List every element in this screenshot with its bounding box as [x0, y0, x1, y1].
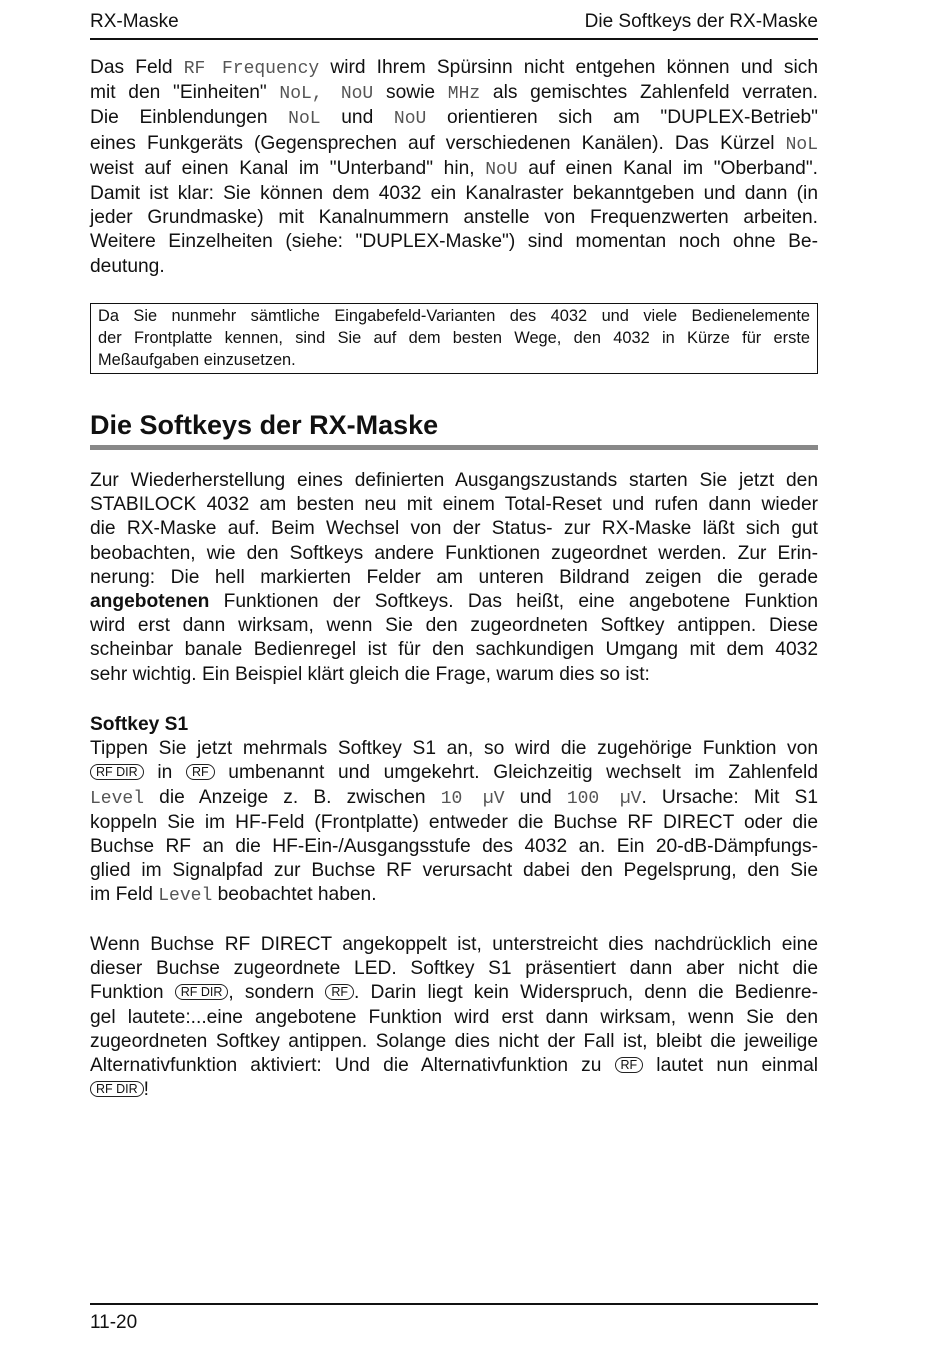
text-line: scheinbar banale Bedienregel ist für den sachkundigen Umgang mit dem 4032 [90, 639, 818, 661]
text-line: beobachten, wie den Softkeys andere Funktionen zugeordnet werden. Zur Erin- [90, 542, 818, 564]
text-line: angebotenen Funktionen der Softkeys. Das heißt, eine angebotene Funktion [90, 591, 818, 613]
text-line: Damit ist klar: Sie können dem 4032 ein Kanalraster bekanntgeben und dann (in [90, 183, 818, 205]
text-line: Das Feld RF Frequency wird Ihrem Spürsinn nicht entgehen können und sich [90, 57, 819, 79]
page-header [90, 10, 818, 40]
paragraph-softkey-s1 [90, 713, 818, 909]
text-line: die RX-Maske auf. Beim Wechsel von der Status- zur RX-Maske läßt sich gut [90, 518, 818, 540]
text-line: Wenn Buchse RF DIRECT angekoppelt ist, unterstreicht dies nachdrücklich eine [90, 934, 818, 955]
text-line: sehr wichtig. Ein Beispiel klärt gleich die Frage, warum dies so ist: [90, 663, 650, 685]
unit-name: MHz [447, 84, 481, 105]
softkey-label: RF [186, 764, 215, 780]
text-line: Buchse RF an die HF-Ein-/Ausgangsstufe des 4032 an. Ein 20-dB-Dämpfungs- [90, 836, 818, 858]
softkey-label: RF DIR [175, 984, 229, 1000]
text-line: gel lautete:...eine angebotene Funktion wird erst dann wirksam, wenn Sie den [90, 1006, 818, 1028]
note-line: Da Sie nunmehr sämtliche Eingabefeld-Varianten des 4032 und viele Bedienelemente [98, 307, 810, 325]
text-line: Level die Anzeige z. B. zwischen 10 µV und 100 µV. Ursache: Mit S1 [90, 786, 819, 809]
page-footer [90, 1303, 818, 1334]
softkey-label: RF DIR [90, 1081, 144, 1097]
section-heading: Die Softkeys der RX-Maske [90, 410, 818, 450]
paragraph-rf-direct [90, 933, 818, 1102]
text-line: eines Funkgeräts (Gegensprechen auf verschiedenen Kanälen). Das Kürzel NoL [90, 132, 818, 155]
page-number: 11-20 [90, 1312, 138, 1333]
text-line: STABILOCK 4032 am besten neu mit einem Total-Reset und rufen dann wieder [90, 494, 818, 516]
emphasis: angebotenen [90, 591, 210, 613]
text-line: jeder Grundmaske) mit Kanalnummern anstelle von Frequenzwerten arbeiten. [90, 207, 818, 229]
text-line: Alternativfunktion aktiviert: Und die Alternativfunktion zu RF lautet nun einmal [90, 1055, 819, 1077]
text-line: glied im Signalpfad zur Buchse RF verursacht dabei den Pegelsprung, den Sie [90, 860, 818, 882]
text-line: nerung: Die hell markierten Felder am unteren Bildrand zeigen die gerade [90, 566, 818, 588]
note-line: der Frontplatte kennen, sind Sie auf dem besten Wege, den 4032 in Kürze für erste [98, 329, 810, 347]
softkey-label: RF [325, 984, 354, 1000]
text-line: zugeordneten Softkey antippen. Solange dies nicht der Fall ist, bleibt die jeweilige [90, 1030, 818, 1052]
header-section: Die Softkeys der RX-Maske [584, 11, 818, 32]
text-line: wird erst dann wirksam, wenn Sie den zugeordneten Softkey antippen. Diese [90, 615, 818, 637]
text-line: koppeln Sie im HF-Feld (Frontplatte) entweder die Buchse RF DIRECT oder die [90, 811, 818, 833]
paragraph-rf-frequency [90, 56, 818, 279]
text-line: deutung. [90, 255, 165, 277]
note-line: Meßaufgaben einzusetzen. [98, 351, 296, 369]
unit-name: NoL, NoU [279, 84, 374, 105]
softkey-label: RF DIR [90, 764, 144, 780]
text-line: mit den "Einheiten" NoL, NoU sowie MHz als gemischtes Zahlenfeld verraten. [90, 82, 819, 105]
text-line: dieser Buchse zugeordnete LED. Softkey S1 präsentiert dann aber nicht die [90, 958, 818, 980]
header-chapter: RX-Maske [90, 11, 179, 32]
softkey-label: RF [615, 1057, 644, 1073]
field-name: RF Frequency [183, 59, 320, 79]
text-line: Zur Wiederherstellung eines definierten Ausgangszustands starten Sie jetzt den [90, 470, 818, 491]
subheading: Softkey S1 [90, 714, 189, 735]
text-line: RF DIR in RF umbenannt und umgekehrt. Gleichzeitig wechselt im Zahlenfeld [90, 761, 818, 785]
text-line: Weitere Einzelheiten (siehe: "DUPLEX-Maske") sind momentan noch ohne Be- [90, 231, 818, 253]
text-line: im Feld Level beobachtet haben. [90, 884, 377, 907]
note-box [90, 303, 818, 374]
text-line: Funktion RF DIR , sondern RF . Darin liegt kein Widerspruch, denn die Bedienre- [90, 982, 818, 1004]
text-line: Tippen Sie jetzt mehrmals Softkey S1 an, so wird die zugehörige Funktion von [90, 738, 818, 760]
text-line: Die Einblendungen NoL und NoU orientieren sich am "DUPLEX-Betrieb" [90, 107, 818, 130]
text-line: weist auf einen Kanal im "Unterband" hin, NoU auf einen Kanal im "Oberband". [90, 157, 818, 180]
paragraph-intro [90, 469, 818, 687]
text-line: RF DIR ! [90, 1078, 818, 1102]
